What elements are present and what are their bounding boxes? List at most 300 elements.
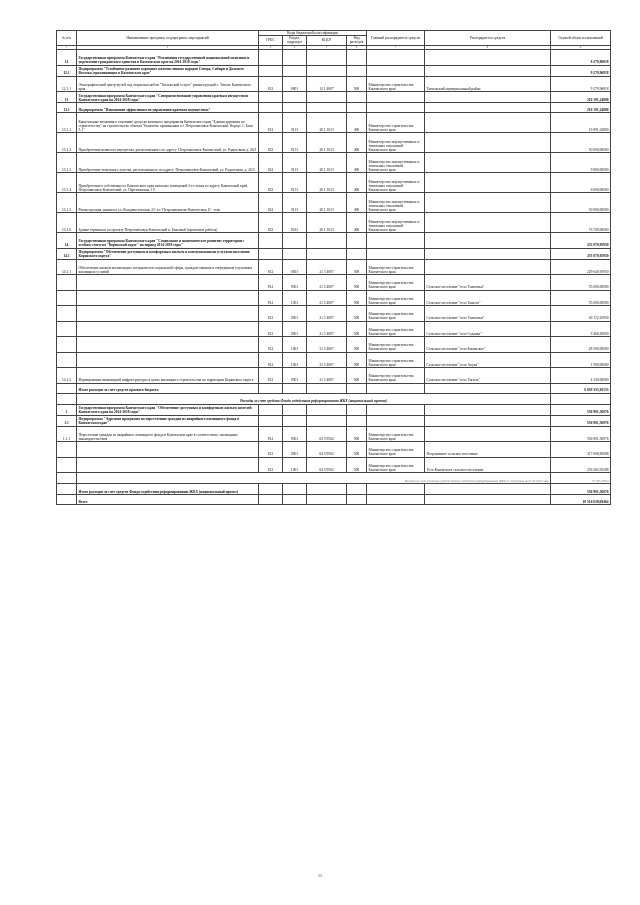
row-kcsr <box>307 92 347 103</box>
row-name <box>77 457 259 473</box>
table-row <box>57 76 611 92</box>
row-main-distributor <box>367 415 425 426</box>
row-number: 13.1.3 <box>57 153 77 173</box>
row-razdel: 0501 <box>283 306 307 322</box>
row-main-distributor <box>367 103 425 113</box>
row-kvr: 500 <box>347 306 367 322</box>
table-row <box>57 153 611 173</box>
row-kcsr: 21 3 4007 <box>307 368 347 384</box>
table-row <box>57 103 611 113</box>
row-grbs <box>259 233 283 249</box>
row-grbs: 812 <box>259 352 283 368</box>
row-name: Государственная программа Камчатского края "Социальное и экономическое развитие территории с особым статусом "Корякский округ" на период 2014-2018 годы" <box>77 233 259 249</box>
row-amount: 37 767,23924 <box>551 473 611 484</box>
row-name <box>77 337 259 353</box>
row-distributor <box>425 259 551 275</box>
row-amount: 556 901,56976 <box>551 415 611 426</box>
row-main-distributor <box>367 383 425 393</box>
column-index: 6 <box>347 45 367 50</box>
table-row <box>57 193 611 213</box>
row-main-distributor: Министерство имущественных и земельных отношений Камчатского края <box>367 173 425 193</box>
row-kvr: 500 <box>347 442 367 458</box>
column-index: 1 <box>57 45 77 50</box>
row-distributor: Пограничное сельское поселение <box>425 442 551 458</box>
row-grbs <box>259 404 283 415</box>
header-main-distributor: Главный распорядитель средств <box>367 31 425 46</box>
row-name: Обеспечение жильем малоимущих специалистов социальной сферы, граждан-очников и очередников улучшения жилищных условий <box>77 259 259 275</box>
row-razdel <box>283 404 307 415</box>
row-grbs <box>259 415 283 426</box>
row-number: 13.1.4 <box>57 173 77 193</box>
row-name: Приобретение земельного участка, расположенного по адресу: Петропавловск-Камчатский, ул. Радиосвязи, д. 26/3 <box>77 153 259 173</box>
row-grbs <box>259 92 283 103</box>
row-grbs: 812 <box>259 76 283 92</box>
row-kvr: 500 <box>347 337 367 353</box>
row-distributor <box>425 103 551 113</box>
row-number <box>57 321 77 337</box>
row-grbs: 812 <box>259 290 283 306</box>
row-number <box>57 352 77 368</box>
row-name: Государственная программа Камчатского края "Реализация государственной национальной политики и укрепление гражданского единства в Камчатском крае на 2014-2018 годы" <box>77 50 259 66</box>
row-distributor <box>425 173 551 193</box>
row-razdel: 0412 <box>283 213 307 233</box>
row-main-distributor: Министерство строительства Камчатского края <box>367 275 425 291</box>
budget-table <box>56 30 611 505</box>
row-number <box>57 495 77 505</box>
row-kvr <box>347 484 367 495</box>
row-grbs: 812 <box>259 259 283 275</box>
row-distributor <box>425 415 551 426</box>
row-amount: 9 279,96818 <box>551 65 611 76</box>
row-kcsr: 12 1 4007 <box>307 76 347 92</box>
row-main-distributor: Министерство строительства Камчатского края <box>367 442 425 458</box>
row-kcsr: 21 3 4007 <box>307 306 347 322</box>
row-main-distributor: Министерство имущественных и земельных отношений Камчатского края <box>367 213 425 233</box>
row-kcsr: 04 3 9502 <box>307 457 347 473</box>
row-grbs: 812 <box>259 457 283 473</box>
row-grbs: 812 <box>259 321 283 337</box>
row-distributor <box>425 92 551 103</box>
row-razdel: 0801 <box>283 76 307 92</box>
row-distributor <box>425 65 551 76</box>
row-kcsr: 04 3 9502 <box>307 442 347 458</box>
row-grbs: 822 <box>259 133 283 153</box>
row-kvr <box>347 383 367 393</box>
row-number <box>57 275 77 291</box>
row-kvr: 500 <box>347 426 367 442</box>
row-number <box>57 457 77 473</box>
row-razdel: 0501 <box>283 442 307 458</box>
row-kcsr <box>307 50 347 66</box>
row-name: Подпрограмма "Обеспечение доступным и комфортным жильем и коммунальными услугами населения Корякского округа" <box>77 248 259 259</box>
row-main-distributor: Министерство строительства Камчатского края <box>367 306 425 322</box>
row-main-distributor: Министерство строительства Камчатского края <box>367 76 425 92</box>
row-name: Государственная программа Камчатского края "Совершенствование управления краевым имуществом Камчатского края на 2014-2018 годы" <box>77 92 259 103</box>
row-name: Капитальные вложения в основные средства казенного предприятия Камчатского края "Единая дирекция по строительству" на строительство объекта "Комплекс примыкания к г. Петропавловск-Камчатский. Корпус 1. Блок 5.1" <box>77 113 259 133</box>
header-grbs: ГРБС <box>259 36 283 45</box>
row-name: Государственная программа Камчатского края "Обеспечение доступным и комфортным жильем жителей Камчатского края на 2014-2018 годы" <box>77 404 259 415</box>
row-distributor <box>425 383 551 393</box>
table-row <box>57 426 611 442</box>
row-amount: 233 970,95950 <box>551 233 611 249</box>
row-number: 14.1.2 <box>57 368 77 384</box>
row-kcsr: 21 3 4007 <box>307 321 347 337</box>
table-row <box>57 173 611 193</box>
row-main-distributor <box>367 495 425 505</box>
row-number: 13.1 <box>57 103 77 113</box>
table-row <box>57 133 611 153</box>
row-distributor: Сельское поселение "село Тымлат" <box>425 290 551 306</box>
row-kcsr <box>307 383 347 393</box>
row-amount: 556 901,56976 <box>551 426 611 442</box>
row-amount: 556 901,56976 <box>551 404 611 415</box>
row-amount: 4 330,00000 <box>551 368 611 384</box>
row-name <box>77 442 259 458</box>
row-kcsr <box>307 233 347 249</box>
row-main-distributor: Министерство имущественных и земельных отношений Камчатского края <box>367 153 425 173</box>
row-kvr <box>347 92 367 103</box>
row-razdel <box>283 495 307 505</box>
row-main-distributor <box>367 248 425 259</box>
row-main-distributor: Министерство строительства Камчатского края <box>367 426 425 442</box>
header-kvr: Вид расходов <box>347 36 367 45</box>
row-number <box>57 290 77 306</box>
row-number <box>57 442 77 458</box>
row-name: Итого расходов за счет средств Фонда содействия реформированию ЖКХ (национальный проект) <box>77 484 259 495</box>
row-razdel: 0501 <box>283 426 307 442</box>
row-distributor <box>425 484 551 495</box>
row-number <box>57 473 77 484</box>
row-kcsr: 21 3 4007 <box>307 337 347 353</box>
row-number: 13.1.5 <box>57 193 77 213</box>
row-number: 14.1.1 <box>57 259 77 275</box>
row-distributor: Сельское поселение "село Апука" <box>425 352 551 368</box>
row-main-distributor <box>367 65 425 76</box>
row-amount: 556 901,56976 <box>551 484 611 495</box>
row-razdel <box>283 383 307 393</box>
row-kvr: 400 <box>347 133 367 153</box>
row-distributor: Усть-Камчатское сельское поселение <box>425 457 551 473</box>
row-kvr <box>347 404 367 415</box>
row-grbs <box>259 495 283 505</box>
row-kcsr: 21 3 4007 <box>307 275 347 291</box>
row-razdel: 0113 <box>283 173 307 193</box>
row-razdel: 0113 <box>283 133 307 153</box>
row-razdel: 0113 <box>283 153 307 173</box>
row-main-distributor <box>367 404 425 415</box>
column-index: 9 <box>551 45 611 50</box>
row-name: Расходы за счет остатков средств Фонда содействия реформированию ЖКХ по состоянию на 01.01.2015 года <box>77 473 551 484</box>
row-number <box>57 383 77 393</box>
row-razdel <box>283 248 307 259</box>
row-kcsr: 20 1 1013 <box>307 173 347 193</box>
row-razdel <box>283 233 307 249</box>
row-distributor <box>425 50 551 66</box>
row-kcsr <box>307 495 347 505</box>
row-name <box>77 321 259 337</box>
row-distributor: Сельское поселение "село Тигиль" <box>425 368 551 384</box>
row-main-distributor: Министерство строительства Камчатского края <box>367 368 425 384</box>
row-grbs: 812 <box>259 275 283 291</box>
row-amount: 317 698,85688 <box>551 442 611 458</box>
row-distributor <box>425 248 551 259</box>
row-kvr: 400 <box>347 193 367 213</box>
row-grbs <box>259 248 283 259</box>
row-name: Итого расходов за счет средств краевого бюджета <box>77 383 259 393</box>
column-index: 4 <box>283 45 307 50</box>
row-razdel <box>283 50 307 66</box>
row-amount: 16 991,34800 <box>551 113 611 133</box>
row-name: Приобретение нежилого имущества, расположенного по адресу: Петропавловск-Камчатский, ул. Радиосвязи д. 26/3 <box>77 133 259 153</box>
row-name: Здание терминала по проекту Петропавловск-Камчатский п. Быковый (проектные работы) <box>77 213 259 233</box>
row-kvr <box>347 103 367 113</box>
row-amount: 6 600,00000 <box>551 173 611 193</box>
row-distributor: Сельское поселение "село Седанка" <box>425 321 551 337</box>
table-row <box>57 337 611 353</box>
header-num: № п/п <box>57 31 77 46</box>
row-main-distributor <box>367 50 425 66</box>
table-row <box>57 495 611 505</box>
row-kvr: 500 <box>347 290 367 306</box>
row-razdel <box>283 415 307 426</box>
row-grbs <box>259 103 283 113</box>
header-codes: Коды бюджетной классификации <box>259 31 367 36</box>
row-number: 13.1.6 <box>57 213 77 233</box>
row-kcsr: 21 3 4007 <box>307 259 347 275</box>
row-kcsr <box>307 484 347 495</box>
table-row <box>57 213 611 233</box>
header-distributor: Распорядитель средств <box>425 31 551 46</box>
row-number <box>57 337 77 353</box>
row-distributor <box>425 133 551 153</box>
row-kcsr: 21 3 4007 <box>307 352 347 368</box>
row-amount: 55 000,00000 <box>551 275 611 291</box>
row-grbs: 812 <box>259 426 283 442</box>
table-row <box>57 248 611 259</box>
row-kvr: 400 <box>347 113 367 133</box>
table-row <box>57 50 611 66</box>
row-kvr: 400 <box>347 173 367 193</box>
table-row <box>57 352 611 368</box>
row-main-distributor <box>367 233 425 249</box>
table-row <box>57 457 611 473</box>
row-distributor <box>425 495 551 505</box>
row-distributor: Тигильский муниципальный район <box>425 76 551 92</box>
row-name <box>77 352 259 368</box>
column-index: 5 <box>307 45 347 50</box>
row-distributor <box>425 404 551 415</box>
row-kvr: 400 <box>347 213 367 233</box>
row-name: Реконструкция здания по ул. Владивостокская, 2/1 в г. Петропавловске-Камчатском, II - этап <box>77 193 259 213</box>
row-number: 14 <box>57 233 77 249</box>
row-kvr: 500 <box>347 352 367 368</box>
row-grbs <box>259 50 283 66</box>
row-amount: 1 500,00000 <box>551 352 611 368</box>
table-row <box>57 92 611 103</box>
row-amount: 10 516 028,69464 <box>551 495 611 505</box>
row-number: 1 <box>57 404 77 415</box>
row-distributor <box>425 213 551 233</box>
row-razdel: 1001 <box>283 290 307 306</box>
row-grbs <box>259 383 283 393</box>
row-grbs <box>259 484 283 495</box>
column-index: 7 <box>367 45 425 50</box>
row-kcsr: 20 1 1013 <box>307 113 347 133</box>
row-number: 13.1.1 <box>57 113 77 133</box>
row-main-distributor: Министерство строительства Камчатского края <box>367 259 425 275</box>
row-distributor <box>425 233 551 249</box>
table-row <box>57 306 611 322</box>
row-name: Подпрограмма "Устойчивое развитие коренных малочисленных народов Севера, Сибири и Дальнего Востока, проживающих в Камчатском крае" <box>77 65 259 76</box>
row-razdel: 0501 <box>283 259 307 275</box>
column-index: 3 <box>259 45 283 50</box>
row-main-distributor <box>367 484 425 495</box>
row-amount: 9 468,30000 <box>551 321 611 337</box>
row-main-distributor: Министерство строительства Камчатского края <box>367 113 425 133</box>
row-amount: 9 279,96818 <box>551 76 611 92</box>
table-row <box>57 442 611 458</box>
row-distributor: Сельское поселение "село Каменское" <box>425 337 551 353</box>
table-row <box>57 259 611 275</box>
row-kvr <box>347 415 367 426</box>
row-grbs: 812 <box>259 337 283 353</box>
row-razdel: 1001 <box>283 337 307 353</box>
row-kvr <box>347 248 367 259</box>
row-kcsr <box>307 248 347 259</box>
row-kcsr: 20 1 1013 <box>307 133 347 153</box>
row-kcsr <box>307 103 347 113</box>
row-grbs: 822 <box>259 153 283 173</box>
header-kcsr: КЦСР <box>307 36 347 45</box>
row-kcsr: 20 1 1013 <box>307 153 347 173</box>
table-row <box>57 275 611 291</box>
row-number: 13 <box>57 92 77 103</box>
row-kcsr: 04 3 9502 <box>307 426 347 442</box>
row-amount: 210 191,24800 <box>551 92 611 103</box>
row-number: 12.1.1 <box>57 76 77 92</box>
row-amount: 210 191,24800 <box>551 103 611 113</box>
column-index: 8 <box>425 45 551 50</box>
row-kvr <box>347 65 367 76</box>
row-razdel <box>283 92 307 103</box>
row-razdel <box>283 65 307 76</box>
table-row <box>57 415 611 426</box>
row-razdel: 0501 <box>283 275 307 291</box>
row-amount: 239 202,95288 <box>551 457 611 473</box>
row-grbs: 822 <box>259 213 283 233</box>
row-number: 12 <box>57 50 77 66</box>
table-row <box>57 233 611 249</box>
row-number: 13.1.2 <box>57 133 77 153</box>
row-amount: 28 500,00000 <box>551 337 611 353</box>
row-name: Формирование инженерной инфраструктуры в целях жилищного строительства на территории Корякского округа <box>77 368 259 384</box>
row-main-distributor <box>367 92 425 103</box>
page-number: 11 <box>317 873 323 878</box>
row-name <box>77 275 259 291</box>
row-name: Приобретение в собственность Камчатского края нежилых помещений 3-го этажа по адресу Камчатский край, Петропавловск-Камчатский, ул. Партизанская, 19 <box>77 173 259 193</box>
row-number: 1.1 <box>57 415 77 426</box>
row-kvr: 500 <box>347 457 367 473</box>
row-razdel: 1001 <box>283 457 307 473</box>
row-kcsr <box>307 415 347 426</box>
row-grbs <box>259 65 283 76</box>
row-kcsr: 20 1 1013 <box>307 213 347 233</box>
row-name: Подпрограмма "Повышение эффективности управления краевым имуществом" <box>77 103 259 113</box>
row-number <box>57 306 77 322</box>
table-row <box>57 473 611 484</box>
row-grbs: 822 <box>259 193 283 213</box>
row-kvr <box>347 233 367 249</box>
row-kcsr <box>307 65 347 76</box>
row-name: Расходы за счет средств Фонда содействия реформированию ЖКХ (национальный проект) <box>77 393 551 404</box>
row-kcsr: 21 3 4007 <box>307 290 347 306</box>
table-row <box>57 393 611 404</box>
row-number: 1.1.1 <box>57 426 77 442</box>
row-kvr <box>347 50 367 66</box>
row-distributor <box>425 113 551 133</box>
row-main-distributor: Министерство строительства Камчатского края <box>367 290 425 306</box>
row-razdel <box>283 103 307 113</box>
row-grbs: 822 <box>259 173 283 193</box>
row-distributor: Сельское поселение "село Тиличики" <box>425 306 551 322</box>
table-row <box>57 113 611 133</box>
row-amount: 76 700,00000 <box>551 213 611 233</box>
row-name <box>77 290 259 306</box>
row-main-distributor: Министерство строительства Камчатского края <box>367 457 425 473</box>
row-name: Подпрограмма "Адресная программа по переселению граждан из аварийного жилищного фонда в Камчатском крае" <box>77 415 259 426</box>
row-amount: 9 800,00000 <box>551 153 611 173</box>
row-main-distributor: Министерство строительства Камчатского края <box>367 337 425 353</box>
row-amount: 40 172,25950 <box>551 306 611 322</box>
row-main-distributor: Министерство строительства Камчатского края <box>367 352 425 368</box>
row-amount: 50 000,00000 <box>551 133 611 153</box>
column-index: 2 <box>77 45 259 50</box>
row-grbs: 812 <box>259 113 283 133</box>
row-main-distributor: Министерство строительства Камчатского края <box>367 321 425 337</box>
row-amount <box>551 393 611 404</box>
header-amount: Годовой объем ассигнований <box>551 31 611 46</box>
row-main-distributor: Министерство имущественных и земельных отношений Камчатского края <box>367 133 425 153</box>
row-razdel: 1001 <box>283 352 307 368</box>
row-name: Этнографический центр-музей под открытым небом "Тигильский острог" реконструкций с. Тигиль Камчатского края <box>77 76 259 92</box>
row-main-distributor: Министерство имущественных и земельных отношений Камчатского края <box>367 193 425 213</box>
row-amount: 229 640,95950 <box>551 259 611 275</box>
table-row <box>57 404 611 415</box>
row-kvr: 500 <box>347 321 367 337</box>
row-amount: 50 000,00000 <box>551 193 611 213</box>
row-kvr: 500 <box>347 275 367 291</box>
row-razdel <box>283 484 307 495</box>
table-row <box>57 290 611 306</box>
row-distributor <box>425 426 551 442</box>
row-kcsr: 20 1 1013 <box>307 193 347 213</box>
row-name: Переселение граждан из аварийного жилищного фонда в Камчатском крае в соответствии с жилищным законодательством <box>77 426 259 442</box>
row-kvr <box>347 495 367 505</box>
row-kvr: 500 <box>347 259 367 275</box>
row-distributor <box>425 153 551 173</box>
row-kvr: 500 <box>347 76 367 92</box>
table-row <box>57 484 611 495</box>
row-grbs: 812 <box>259 442 283 458</box>
row-amount: 9 279,96818 <box>551 50 611 66</box>
row-amount: 233 970,95950 <box>551 248 611 259</box>
header-razdel: Раздел, подраздел <box>283 36 307 45</box>
row-kvr: 400 <box>347 153 367 173</box>
row-kvr: 500 <box>347 368 367 384</box>
row-distributor: Сельское поселение "село Тиличики" <box>425 275 551 291</box>
table-row <box>57 65 611 76</box>
row-amount: 6 659 355,30153 <box>551 383 611 393</box>
